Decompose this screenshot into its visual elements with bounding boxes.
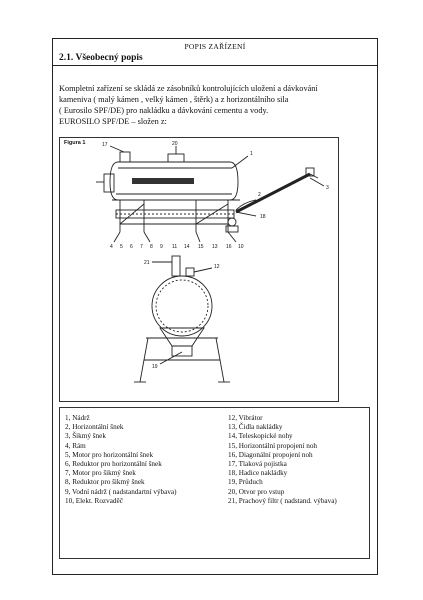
callout-label: 15	[198, 244, 204, 250]
callout-label: 12	[214, 264, 220, 270]
inspection-hatch	[168, 154, 184, 162]
legend-item: 6, Reduktor pro horizontální šnek	[65, 460, 162, 469]
callout-label: 1	[250, 151, 253, 157]
legend-item: 1, Nádrž	[65, 414, 90, 422]
callout-label: 17	[102, 142, 108, 148]
hopper	[160, 328, 204, 346]
legend-column-right	[228, 414, 337, 506]
intro-line: EUROSILO SPF/DE – složen z:	[59, 117, 167, 126]
legend-item: 3, Šikmý šnek	[65, 432, 106, 441]
legend-item: 7, Motor pro šikmý šnek	[65, 469, 136, 478]
figure-panel	[59, 137, 339, 402]
legend-item: 4, Rám	[65, 441, 86, 450]
callout-label: 2	[258, 192, 261, 198]
legend-item: 15, Horizontální propojení noh	[228, 441, 318, 450]
legend-item: 17, Tlaková pojistka	[228, 460, 287, 469]
legend-item: 12, Vibrátor	[228, 414, 263, 422]
pressure-valve	[120, 152, 130, 162]
callout-label: 7	[140, 244, 143, 250]
dust-filter-front	[172, 256, 180, 276]
legend-item: 21, Prachový filtr ( nadstand. výbava)	[228, 496, 337, 505]
brand-stripe	[132, 178, 194, 184]
callout-label: 11	[172, 244, 178, 250]
callout-label: 16	[226, 244, 232, 250]
callout-label: 6	[130, 244, 133, 250]
reducer	[228, 218, 236, 226]
intro-line: kameniva ( malý kámen , velký kámen , štěrk) a z horizontálního sila	[59, 95, 289, 104]
vibrator	[172, 346, 192, 356]
callout-label: 21	[144, 260, 150, 266]
legend-item: 13, Čidla nakládky	[228, 423, 283, 432]
legend-item: 18, Hadice nakládky	[228, 469, 288, 478]
parts-legend	[59, 407, 370, 559]
callout-label: 14	[184, 244, 190, 250]
legend-item: 5, Motor pro horizontální šnek	[65, 450, 154, 459]
tank-inner	[156, 280, 208, 332]
vent	[186, 268, 194, 276]
callout-label: 10	[238, 244, 244, 250]
callout-label: 4	[110, 244, 113, 250]
front-view-drawing	[134, 256, 230, 382]
callout-label: 18	[260, 214, 266, 220]
callout-label: 13	[212, 244, 218, 250]
section-title: 2.1. Všeobecný popis	[59, 53, 143, 63]
callout-label: 3	[326, 185, 329, 191]
legend-item: 10, Elekt. Rozvaděč	[65, 496, 123, 505]
legend-column-left	[65, 414, 177, 506]
intro-line: Kompletní zařízení se skládá ze zásobníků kontrolujících uložení a dávkování	[59, 84, 318, 93]
document-frame	[52, 38, 378, 575]
callout-label: 8	[150, 244, 153, 250]
brand-text: spai	[126, 184, 138, 190]
legend-item: 20, Otvor pro vstup	[228, 487, 285, 496]
figure-label: Figura 1	[64, 140, 86, 146]
callout-label: 19	[152, 364, 158, 370]
legend-item: 8, Reduktor pro šikmý šnek	[65, 478, 145, 487]
callout-label: 9	[160, 244, 163, 250]
silo-technical-drawing	[60, 138, 338, 401]
legend-item: 16, Diagonální propojení noh	[228, 450, 313, 459]
intro-paragraph	[59, 83, 374, 127]
tank-cross-section	[152, 276, 212, 336]
dust-filter	[104, 174, 114, 192]
legend-item: 19, Průduch	[228, 478, 263, 487]
page-header-title: POPIS ZAŘÍZENÍ	[184, 42, 246, 51]
side-view-drawing	[96, 146, 324, 242]
legend-item: 9, Vodní nádrž ( nadstandartní výbava)	[65, 487, 177, 496]
legend-item: 2, Horizontální šnek	[65, 423, 124, 432]
callout-label: 20	[172, 141, 178, 147]
inclined-screw	[236, 174, 310, 212]
callout-label: 5	[120, 244, 123, 250]
legend-item: 14, Teleskopické nohy	[228, 432, 293, 441]
intro-line: ( Eurosilo SPF/DE) pro nakládku a dávkování cementu a vody.	[59, 106, 269, 115]
